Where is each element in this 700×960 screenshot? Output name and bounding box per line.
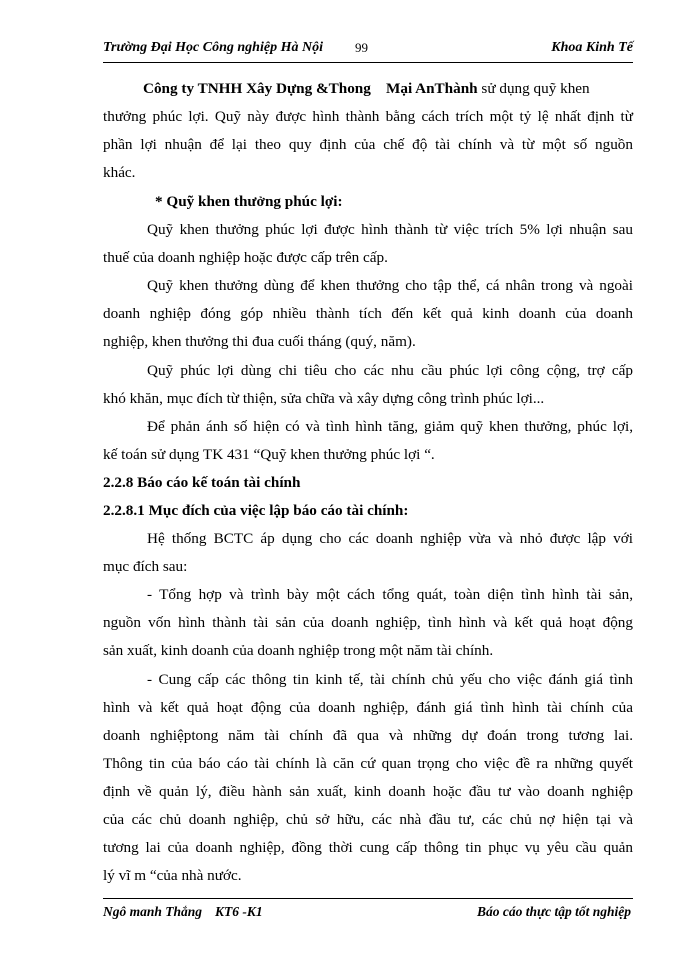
paragraph-line: Quỹ khen thưởng dùng để khen thưởng cho tập thể, cá nhân trong và ngoài [147, 277, 633, 294]
paragraph-line: Quỹ phúc lợi dùng chi tiêu cho các nhu cầu phúc lợi công cộng, trợ cấp [147, 362, 633, 379]
paragraph-line: định về quản lý, điều hành sản xuất, kinh doanh hoặc đầu tư vào doanh nghiệp [103, 783, 633, 800]
paragraph-line: - Cung cấp các thông tin kinh tế, tài chính chủ yếu cho việc đánh giá tình [147, 671, 633, 688]
paragraph-line [143, 80, 633, 98]
footer-title: Báo cáo thực tập tốt nghiệp [477, 904, 631, 919]
header-faculty: Khoa Kinh Tế [551, 40, 633, 55]
paragraph-line: phần lợi nhuận để lại theo quy định của chế độ tài chính và từ một số nguồn [103, 136, 633, 153]
paragraph-line: lý vĩ m “của nhà nước. [103, 867, 242, 884]
header-rule [103, 62, 633, 63]
footer-class: KT6 -K1 [215, 904, 263, 919]
text-run: sử dụng quỹ khen [477, 80, 590, 97]
paragraph-line: kế toán sử dụng TK 431 “Quỹ khen thưởng phúc lợi “. [103, 446, 435, 463]
paragraph-line: hình và kết quả hoạt động của doanh nghiệp, đánh giá tình hình tài chính của [103, 699, 633, 716]
paragraph-line: thưởng phúc lợi. Quỹ này được hình thành bằng cách trích một tỷ lệ nhất định từ [103, 108, 633, 125]
footer-author: Ngô manh Thắng [103, 904, 203, 919]
header-school: Trường Đại Học Công nghiệp Hà Nội [103, 40, 323, 55]
paragraph-line: khó khăn, mục đích từ thiện, sửa chữa và xây dựng công trình phúc lợi... [103, 390, 545, 407]
footer-rule [103, 898, 633, 899]
paragraph-line: sản xuất, kinh doanh của doanh nghiệp trong một năm tài chính. [103, 642, 494, 659]
section-heading: 2.2.8 Báo cáo kế toán tài chính [103, 474, 301, 491]
paragraph-line: Quỹ khen thưởng phúc lợi được hình thành từ việc trích 5% lợi nhuận sau [147, 221, 633, 238]
page-header [103, 38, 633, 62]
paragraph-line: mục đích sau: [103, 558, 188, 575]
page-number: 99 [355, 40, 368, 55]
paragraph-line: doanh nghiệptong năm tài chính đã qua và những dự đoán trong tương lai. [103, 727, 633, 744]
paragraph-line: Hệ thống BCTC áp dụng cho các doanh nghiệp vừa và nhỏ được lập với [147, 530, 633, 547]
sub-heading: * Quỹ khen thưởng phúc lợi: [155, 193, 343, 210]
paragraph-line: - Tổng hợp và trình bày một cách tổng quát, toàn diện tình hình tài sản, [147, 586, 633, 603]
page-footer [103, 904, 633, 924]
paragraph-line: thuế của doanh nghiệp hoặc được cấp trên cấp. [103, 249, 388, 266]
paragraph-line: nguồn vốn hình thành tài sản của doanh nghiệp, tình hình và kết quả hoạt động [103, 614, 633, 631]
paragraph-line: doanh nghiệp đóng góp nhiều thành tích đến kết quả kinh doanh của doanh [103, 305, 633, 322]
paragraph-line: Để phản ánh số hiện có và tình hình tăng, giảm quỹ khen thưởng, phúc lợi, [147, 418, 633, 435]
company-name: Công ty TNHH Xây Dựng &Thong Mại AnThành [143, 80, 478, 97]
subsection-heading: 2.2.8.1 Mục đích của việc lập báo cáo tài chính: [103, 502, 409, 519]
paragraph-line: Thông tin của báo cáo tài chính là căn cứ quan trọng cho việc đề ra những quyết [103, 755, 633, 772]
paragraph-line: của các chủ doanh nghiệp, chủ sở hữu, các nhà đầu tư, các chủ nợ hiện tại và [103, 811, 633, 828]
paragraph-line: nghiệp, khen thưởng thi đua cuối tháng (quý, năm). [103, 333, 416, 350]
paragraph-line: tương lai của doanh nghiệp, đồng thời cung cấp thông tin phục vụ yêu cầu quản [103, 839, 633, 856]
paragraph-line: khác. [103, 164, 136, 181]
